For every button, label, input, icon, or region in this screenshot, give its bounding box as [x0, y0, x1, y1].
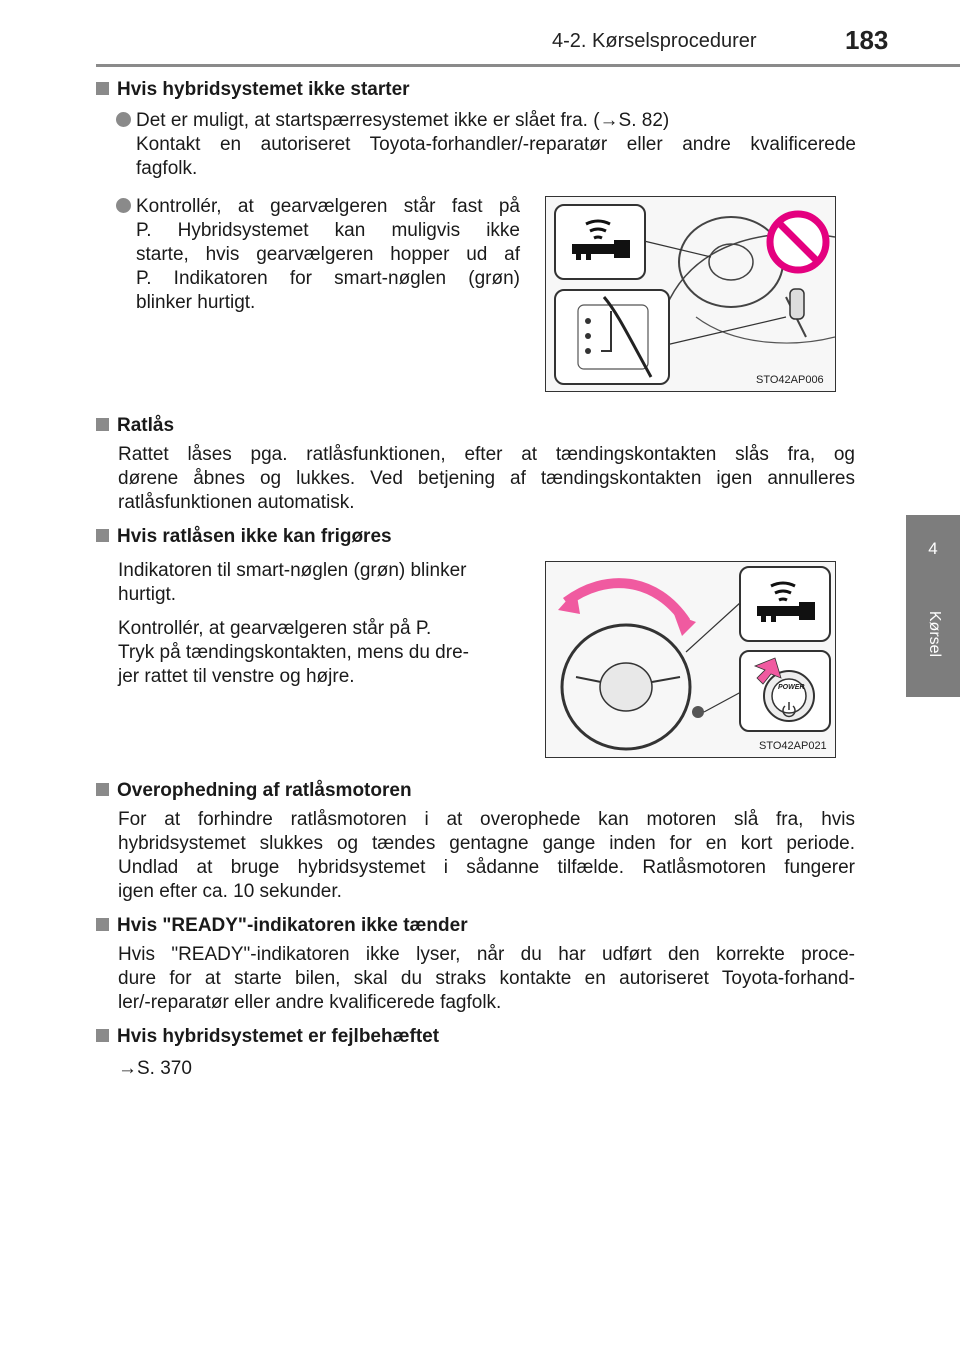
square-bullet-icon: [96, 82, 109, 95]
chapter-tab: [906, 515, 960, 697]
figure-code: STO42AP021: [759, 740, 827, 752]
steering-lock-release-text-2: Kontrollér, at gearvælgeren står på P. Tryk på tændingskontakten, mens du dre- jer rattet til venstre og højre.: [118, 618, 469, 687]
square-bullet-icon: [96, 529, 109, 542]
square-bullet-icon: [96, 918, 109, 931]
bullet-shift-lever: Kontrollér, at gearvælgeren står fast på: [116, 195, 520, 219]
power-button-icon: [741, 652, 829, 730]
heading-steering-lock-not-released: Hvis ratlåsen ikke kan frigøres: [96, 525, 392, 549]
bullet-shift-lever-continued: P. Hybridsystemet kan muligvis ikke starte, hvis gearvælgeren hopper ud af P. Indikatoren for smart-nøglen (grøn) blinker hurtigt.: [136, 220, 520, 313]
page-header: [0, 0, 960, 66]
overheating-text: For at forhindre ratlåsmotoren i at overophede kan motoren slå fra, hvis hybridsystemet slukkes og tændes gentagne gange inden for en kort periode. Undlad at bruge hybridsystemet i sådanne tilfælde. Ratlåsmotoren fungerer igen efter ca. 10 sekunder.: [118, 809, 855, 902]
chapter-number: 4: [928, 539, 938, 558]
smart-key-icon: [556, 206, 644, 278]
hybrid-fault-reference: →S. 370: [118, 1058, 192, 1079]
smart-key-icon: [741, 568, 829, 640]
chapter-label: Kørsel: [926, 610, 943, 658]
page-number: 183: [845, 25, 889, 55]
figure-steering-wheel-illustration: [545, 561, 836, 758]
heading-steering-lock: Ratlås: [96, 414, 174, 438]
square-bullet-icon: [96, 783, 109, 796]
steering-lock-release-text-1: Indikatoren til smart-nøglen (grøn) blinker hurtigt.: [118, 560, 467, 605]
section-title: 4-2. Kørselsprocedurer: [552, 30, 757, 52]
smart-key-indicator-callout: [739, 566, 831, 642]
bullet-starter-lock-continued: Kontakt en autoriseret Toyota-forhandler/-reparatør eller andre kvalificerede fagfolk.: [136, 134, 856, 179]
bullet-starter-lock: Det er muligt, at startspærresystemet ikke er slået fra. (→S. 82): [116, 109, 669, 133]
power-label: POWER: [778, 684, 805, 691]
heading-hybrid-fault: Hvis hybridsystemet er fejlbehæftet: [96, 1025, 439, 1049]
heading-ready-indicator: Hvis "READY"-indikatoren ikke tænder: [96, 914, 468, 938]
prohibited-icon: [765, 209, 831, 275]
round-bullet-icon: [116, 198, 131, 213]
shift-gate-icon: [556, 291, 668, 383]
ready-indicator-text: Hvis "READY"-indikatoren ikke lyser, når du har udført den korrekte proce- dure for at starte bilen, skal du straks kontakte en autoriseret Toyota-forhand- ler/-reparatør eller andre kvalificerede fagfolk.: [118, 944, 855, 1013]
header-divider: [96, 64, 960, 67]
square-bullet-icon: [96, 1029, 109, 1042]
square-bullet-icon: [96, 418, 109, 431]
figure-code: STO42AP006: [756, 374, 824, 386]
heading-overheating: Overophedning af ratlåsmotoren: [96, 779, 412, 803]
power-switch-callout: [739, 650, 831, 732]
round-bullet-icon: [116, 112, 131, 127]
heading-hybrid-not-starting: Hvis hybridsystemet ikke starter: [96, 78, 410, 102]
figure-shift-lever-illustration: [545, 196, 836, 392]
shift-gate-callout: [554, 289, 670, 385]
steering-lock-text: Rattet låses pga. ratlåsfunktionen, efter at tændingskontakten slås fra, og dørene åbnes og lukkes. Ved betjening af tændingskontakten igen annulleres ratlåsfunktionen automatisk.: [118, 444, 855, 513]
smart-key-indicator-callout: [554, 204, 646, 280]
